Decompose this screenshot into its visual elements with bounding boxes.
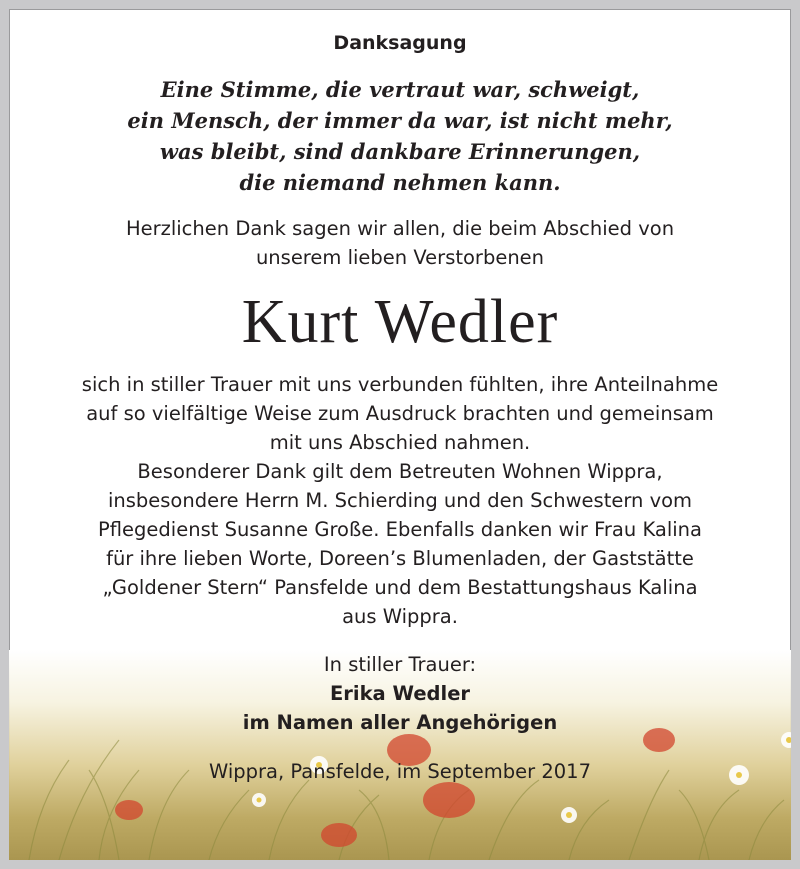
poem-line: ein Mensch, der immer da war, ist nicht mehr,	[127, 108, 673, 133]
body-line: insbesondere Herrn M. Schierding und den Schwestern vom	[107, 489, 693, 512]
notice-heading: Danksagung	[333, 32, 467, 54]
signer-subtitle: im Namen aller Angehörigen	[242, 711, 558, 734]
body-line: Besonderer Dank gilt dem Betreuten Wohnen Wippra,	[137, 460, 663, 483]
body-line: „Goldener Stern“ Pansfelde und dem Bestattungshaus Kalina	[102, 576, 698, 599]
intro-line: unserem lieben Verstorbenen	[255, 246, 545, 269]
body-line: auf so vielfältige Weise zum Ausdruck brachten und gemeinsam	[86, 402, 714, 425]
signer-name: Erika Wedler	[329, 682, 471, 705]
poem-line: Eine Stimme, die vertraut war, schweigt,	[160, 77, 640, 102]
body-line: Pflegedienst Susanne Große. Ebenfalls danken wir Frau Kalina	[98, 518, 702, 541]
deceased-name: Kurt Wedler	[241, 288, 559, 356]
poem-line: was bleibt, sind dankbare Erinnerungen,	[159, 139, 641, 164]
body-line: aus Wippra.	[342, 605, 458, 628]
intro-line: Herzlichen Dank sagen wir allen, die beim Abschied von	[125, 217, 675, 240]
poem-line: die niemand nehmen kann.	[239, 170, 561, 195]
body-line: sich in stiller Trauer mit uns verbunden fühlten, ihre Anteilnahme	[81, 373, 719, 396]
body-line: für ihre lieben Worte, Doreen’s Blumenladen, der Gaststätte	[106, 547, 694, 570]
place-date: Wippra, Pansfelde, im September 2017	[208, 760, 591, 783]
mourning-label: In stiller Trauer:	[323, 653, 477, 676]
body-line: mit uns Abschied nahmen.	[269, 431, 531, 454]
